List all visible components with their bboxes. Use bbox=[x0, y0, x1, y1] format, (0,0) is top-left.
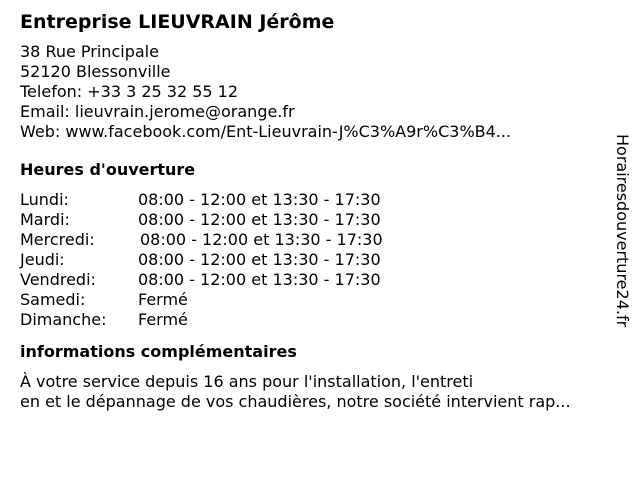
hours-day: Samedi: bbox=[20, 290, 86, 309]
hours-value: 08:00 - 12:00 et 13:30 - 17:30 bbox=[138, 270, 381, 289]
hours-day: Mardi: bbox=[20, 210, 70, 229]
email-line: Email: lieuvrain.jerome@orange.fr bbox=[20, 102, 295, 121]
hours-row-monday bbox=[20, 190, 610, 210]
hours-row-tuesday bbox=[20, 210, 610, 230]
hours-day: Jeudi: bbox=[20, 250, 65, 269]
info-line-2: en et le dépannage de vos chaudières, notre société intervient rap... bbox=[20, 392, 571, 411]
address-line-1: 38 Rue Principale bbox=[20, 42, 159, 61]
hours-value: Fermé bbox=[138, 290, 188, 309]
hours-value: 08:00 - 12:00 et 13:30 - 17:30 bbox=[138, 250, 381, 269]
hours-row-sunday bbox=[20, 310, 610, 330]
hours-row-saturday bbox=[20, 290, 610, 310]
info-title: informations complémentaires bbox=[20, 342, 297, 361]
hours-title: Heures d'ouverture bbox=[20, 160, 196, 179]
business-card bbox=[20, 10, 610, 412]
hours-row-thursday bbox=[20, 250, 610, 270]
hours-value: Fermé bbox=[138, 310, 188, 329]
hours-day: Lundi: bbox=[20, 190, 69, 209]
hours-value: 08:00 - 12:00 et 13:30 - 17:30 bbox=[138, 210, 381, 229]
phone-line: Telefon: +33 3 25 32 55 12 bbox=[20, 82, 239, 101]
hours-day: Dimanche: bbox=[20, 310, 107, 329]
hours-row-friday bbox=[20, 270, 610, 290]
info-line-1: À votre service depuis 16 ans pour l'installation, l'entreti bbox=[20, 372, 474, 391]
hours-value: 08:00 - 12:00 et 13:30 - 17:30 bbox=[140, 230, 383, 249]
hours-row-wednesday bbox=[20, 230, 610, 250]
hours-value: 08:00 - 12:00 et 13:30 - 17:30 bbox=[138, 190, 381, 209]
web-line: Web: www.facebook.com/Ent-Lieuvrain-J%C3%A9r%C3%B4... bbox=[20, 122, 512, 141]
business-name: Entreprise LIEUVRAIN Jérôme bbox=[20, 11, 335, 33]
hours-day: Vendredi: bbox=[20, 270, 96, 289]
hours-day: Mercredi: bbox=[20, 230, 95, 249]
site-watermark: Horairesdouverture24.fr bbox=[613, 134, 632, 328]
address-line-2: 52120 Blessonville bbox=[20, 62, 171, 81]
